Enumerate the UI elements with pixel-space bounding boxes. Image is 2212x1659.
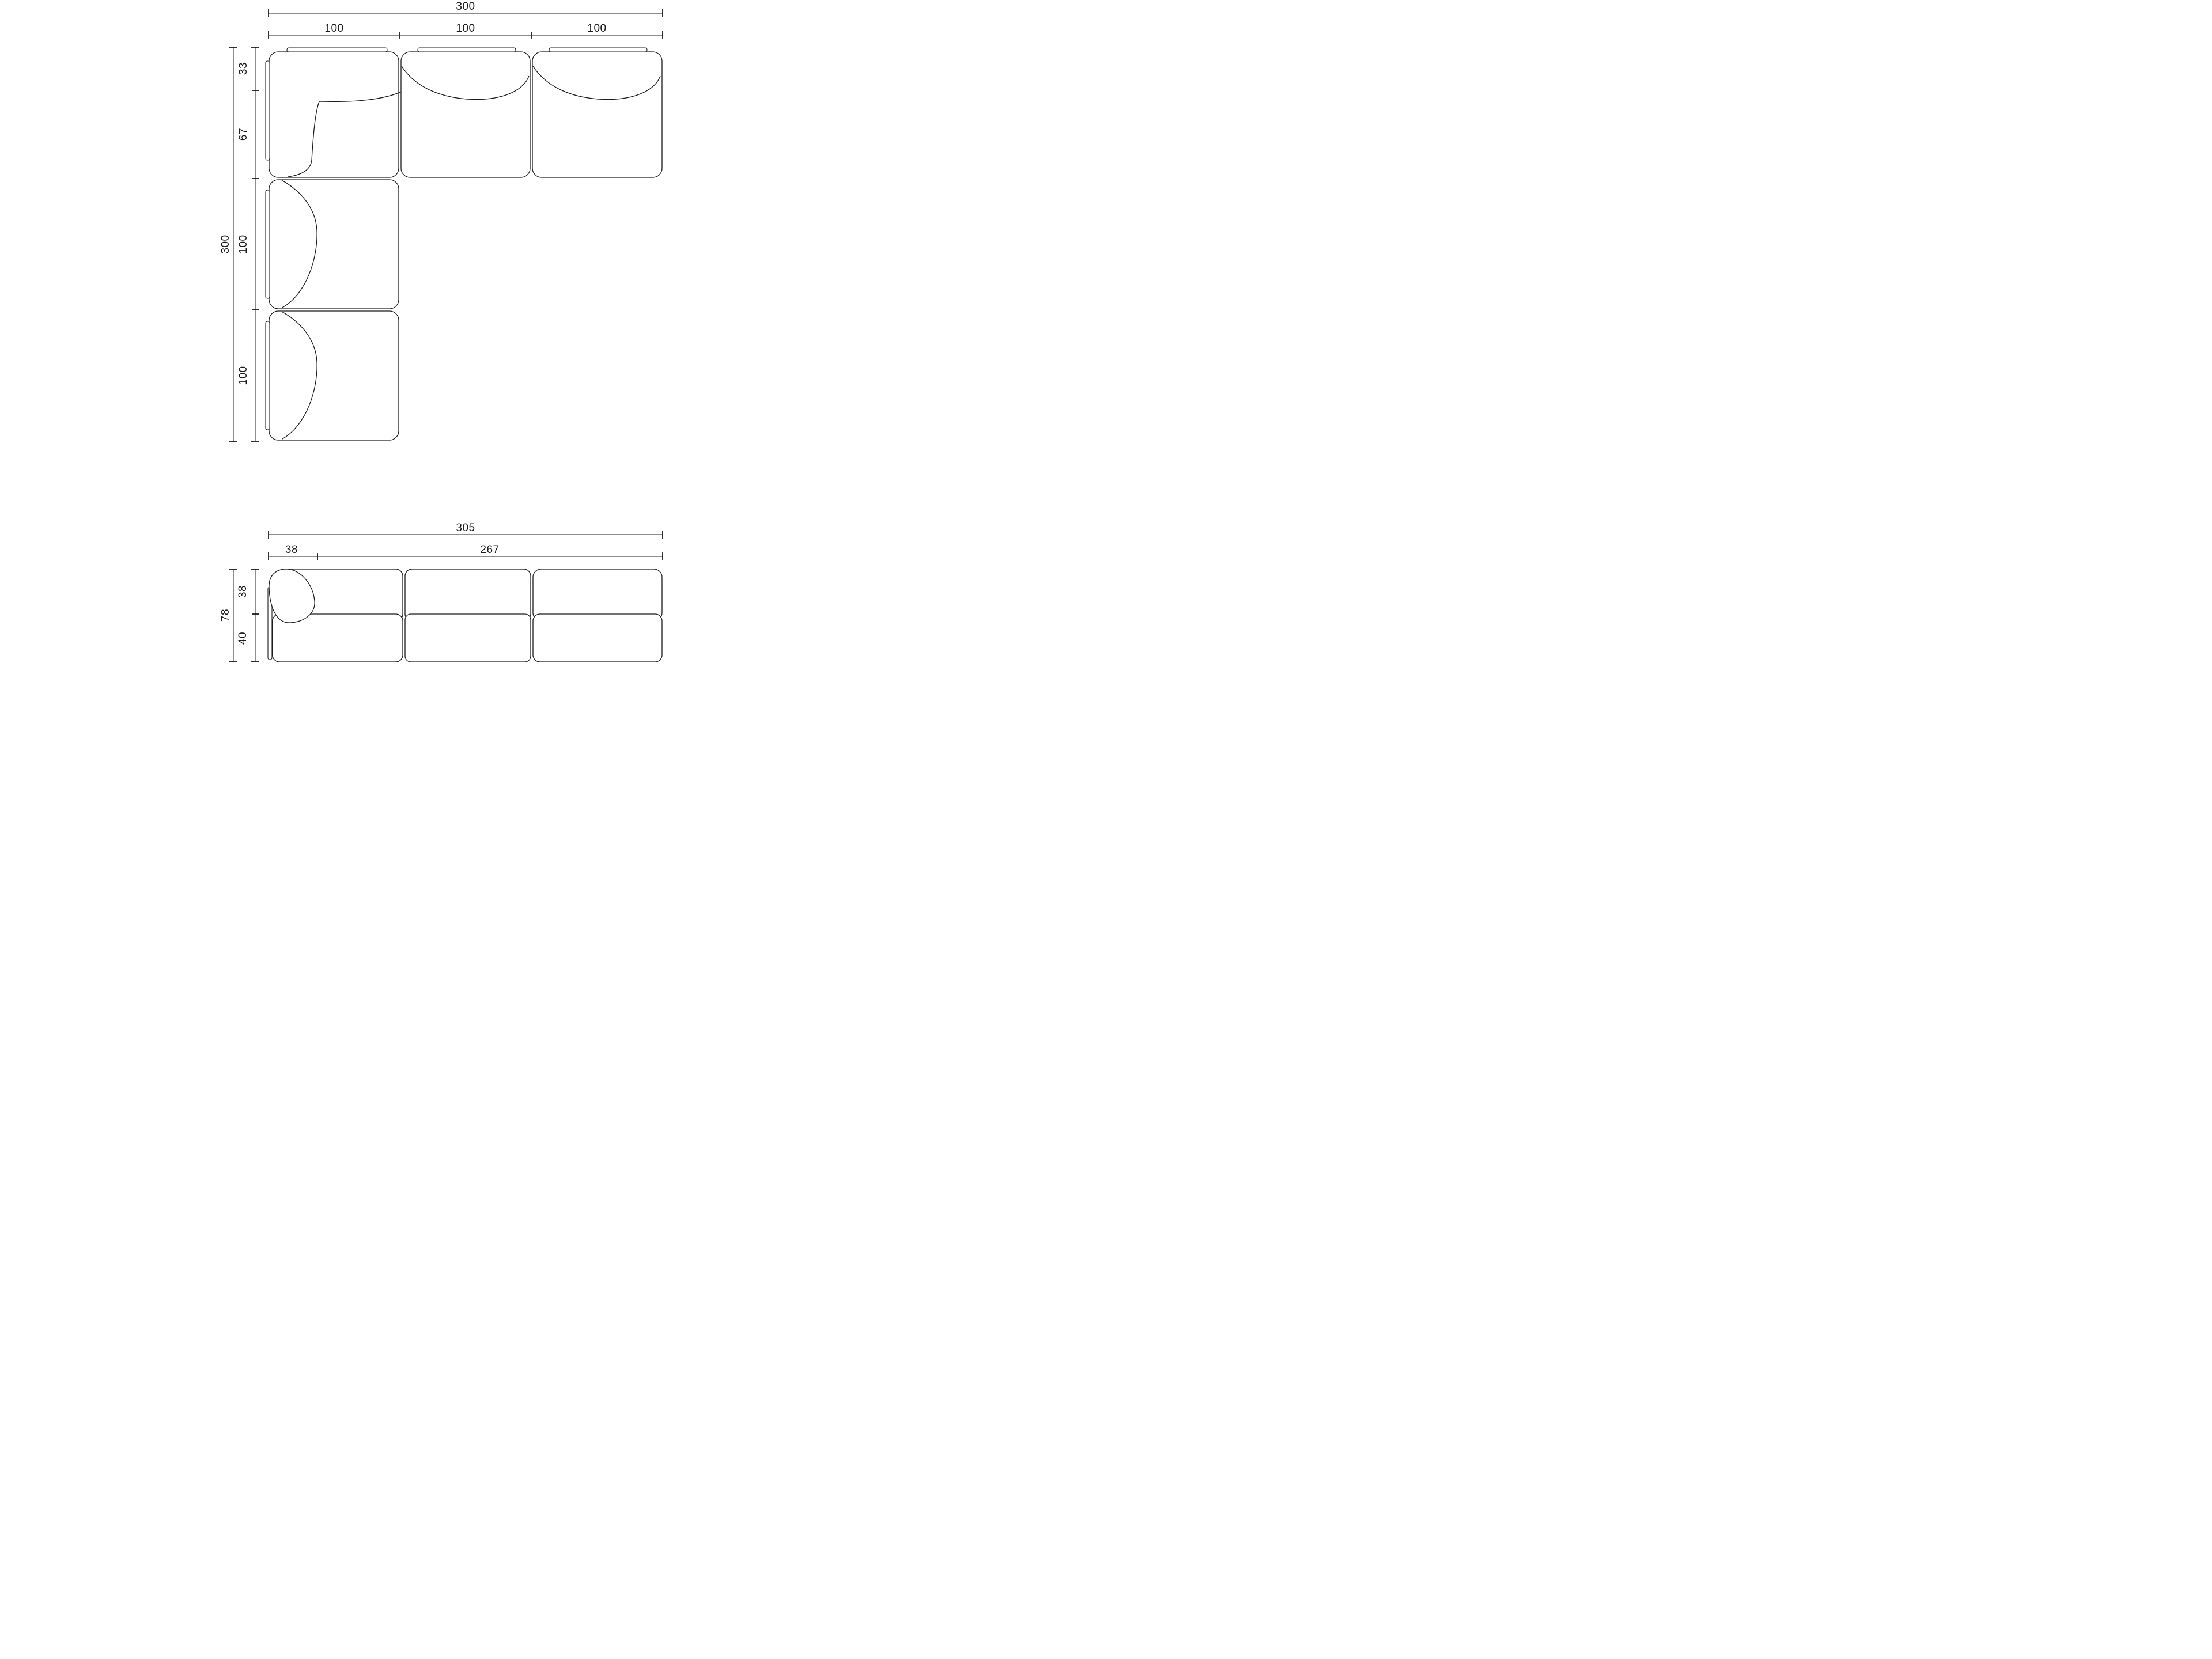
- seat-module-back-frame: [266, 190, 270, 298]
- dim-label-front-overall-height: 78: [220, 608, 232, 622]
- top-view-overall-width-dimension: [269, 1, 663, 17]
- dim-label-top-overall-depth: 300: [220, 234, 232, 254]
- front-seat-base-3: [533, 614, 662, 662]
- dim-label-top-depth-seg-4: 100: [237, 366, 249, 385]
- seat-module-back-frame: [418, 48, 516, 52]
- front-view-width-segments-dimension: [269, 544, 663, 560]
- top-view-depth-segments-dimension: [237, 47, 259, 441]
- front-view-overall-height-dimension: [220, 569, 237, 662]
- dim-label-top-width-seg-3: 100: [587, 22, 607, 35]
- top-view-seat-module-4: [266, 180, 399, 309]
- dim-label-top-depth-seg-3: 100: [237, 234, 249, 254]
- dim-label-front-height-seg-2: 40: [237, 631, 249, 645]
- front-view-seat-bases: [273, 614, 662, 662]
- top-view-corner-module: [266, 48, 404, 177]
- front-seat-base-2: [405, 614, 531, 662]
- front-view-overall-width-dimension: [269, 522, 663, 539]
- seat-module-outline: [269, 180, 399, 309]
- top-view: [220, 1, 663, 441]
- seat-module-outline: [401, 52, 530, 177]
- corner-module-back-frame-top: [287, 48, 387, 52]
- dim-label-top-width-seg-2: 100: [456, 22, 475, 35]
- dim-label-top-depth-seg-2: 67: [237, 127, 249, 141]
- front-backrest-3: [533, 569, 662, 621]
- front-view-backrests: [287, 569, 662, 621]
- top-view-seat-module-5: [266, 311, 399, 440]
- front-view: [220, 522, 663, 662]
- top-view-width-segments-dimension: [269, 22, 663, 39]
- top-view-seat-module-3: [532, 48, 662, 177]
- dim-label-front-width-seg-1: 38: [285, 544, 298, 556]
- seat-module-outline: [532, 52, 662, 177]
- dim-label-top-depth-seg-1: 33: [237, 62, 249, 75]
- corner-module-outline: [269, 52, 399, 177]
- dim-label-front-height-seg-1: 38: [237, 585, 249, 599]
- top-view-seat-module-2: [401, 48, 530, 177]
- front-view-height-segments-dimension: [237, 569, 259, 662]
- sofa-dimension-drawing-page: [0, 0, 885, 664]
- front-backrest-2: [405, 569, 531, 621]
- sofa-dimension-drawing: [0, 0, 885, 664]
- dim-label-top-width-seg-1: 100: [324, 22, 344, 35]
- seat-module-outline: [269, 311, 399, 440]
- dim-label-top-overall-width: 300: [456, 1, 475, 13]
- seat-module-back-frame: [549, 48, 647, 52]
- top-view-overall-depth-dimension: [220, 47, 237, 441]
- corner-module-back-frame-left: [266, 61, 270, 160]
- dim-label-front-width-seg-2: 267: [480, 544, 500, 556]
- dim-label-front-overall-width: 305: [456, 522, 475, 534]
- seat-module-back-frame: [266, 321, 270, 430]
